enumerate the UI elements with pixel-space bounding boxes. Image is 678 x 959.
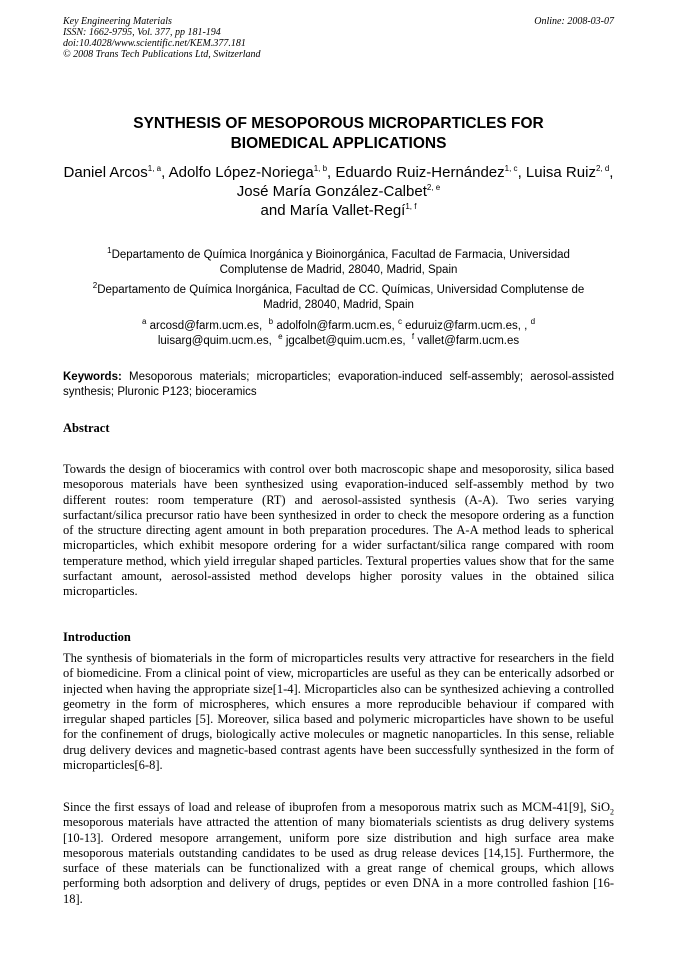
- journal-copyright: © 2008 Trans Tech Publications Ltd, Switzerland: [63, 49, 261, 60]
- email-link[interactable]: vallet@farm.ucm.es: [417, 335, 520, 347]
- author-name: Luisa Ruiz: [525, 164, 596, 181]
- journal-doi: doi:10.4028/www.scientific.net/KEM.377.181: [63, 38, 246, 49]
- title-line-2: BIOMEDICAL APPLICATIONS: [230, 135, 447, 152]
- author-separator: ,: [327, 164, 336, 181]
- email-link[interactable]: luisarg@quim.ucm.es,: [157, 335, 272, 347]
- author-affiliation-mark: 1, f: [405, 202, 417, 211]
- abstract-text: Towards the design of bioceramics with control over both macroscopic shape and mesoporosity, silica based mesoporous materials have been synthesized using evaporation-induced self-assembly method by two different routes: room temperature (RT) and aerosol-assisted synthesis (A-A). Two series varying surfactant/silica precursor ratio have been synthesized in order to check the mesopore ordering as a function of the structure directing agent amount in both preparation procedures. The A-A method leads to spherical microparticles, which exhibit mesopore ordering for a wider surfactant/silica range compared with room temperature method, which yield irregular shaped particles. Textural properties values show that for the same surfactant amount, aerosol-assisted method develops higher porosity values in the obtained silica microparticles.: [63, 462, 614, 599]
- email-list: $^a$ arcosd@farm.ucm.es, $^b$ adolfoln@farm.ucm.es, $^c$ eduruiz@farm.ucm.es, , $^d$ luisarg@quim.ucm.es, $^e$ jgcalbet@quim.ucm.es, $^f$ vallet@farm.ucm.es: [141, 317, 536, 347]
- author-separator: ,: [161, 164, 169, 181]
- author-list: [63, 163, 614, 220]
- keywords: [63, 370, 614, 400]
- journal-issn: ISSN: 1662-9795, Vol. 377, pp 181-194: [63, 27, 221, 38]
- affiliation-mark: 2: [92, 281, 98, 291]
- author-name: Adolfo López-Noriega: [168, 164, 314, 181]
- author-name: Eduardo Ruiz-Hernández: [335, 164, 505, 181]
- keywords-text: Mesoporous materials; microparticles; evaporation-induced self-assembly; aerosol-assisted synthesis; Pluronic P123; bioceramics: [63, 371, 614, 398]
- email-link[interactable]: arcosd@farm.ucm.es,: [149, 320, 263, 332]
- affiliation-line-1: Departamento de Química Inorgánica y Bioinorgánica, Facultad de Farmacia, Universidad: [111, 249, 570, 261]
- affiliation-line-2: Madrid, 28040, Madrid, Spain: [263, 299, 414, 311]
- email-link[interactable]: jgcalbet@quim.ucm.es,: [285, 335, 406, 347]
- paragraph-text: Since the first essays of load and release of ibuprofen from a mesoporous matrix such as MCM-41[9], SiO: [63, 800, 610, 814]
- author-affiliation-mark: 1, a: [147, 164, 162, 173]
- author-affiliation-mark: 1, b: [313, 164, 328, 173]
- affiliation-1: [63, 248, 614, 278]
- author-affiliation-mark: 1, c: [504, 164, 518, 173]
- online-date: Online: 2008-03-07: [534, 16, 614, 27]
- author-separator: ,: [609, 164, 614, 181]
- author-separator: and: [260, 202, 290, 219]
- paper-title: [63, 114, 614, 154]
- author-name: José María González-Calbet: [236, 183, 427, 200]
- affiliation-line-1: Departamento de Química Inorgánica, Facultad de CC. Químicas, Universidad Complutense de: [97, 284, 585, 296]
- affiliation-2: [63, 283, 614, 313]
- journal-name: Key Engineering Materials: [63, 16, 172, 27]
- title-line-1: SYNTHESIS OF MESOPOROUS MICROPARTICLES FOR: [133, 115, 544, 132]
- author-affiliation-mark: 2, e: [426, 183, 441, 192]
- author-name: Daniel Arcos: [63, 164, 148, 181]
- affiliation-mark: 1: [107, 246, 112, 256]
- keywords-label: Keywords:: [63, 371, 122, 383]
- introduction-paragraph-1: The synthesis of biomaterials in the form of microparticles results very attractive for researchers in the field of biomedicine. From a clinical point of view, microparticles are useful as they can be enterically adsorbed or injected when having the appropriate size[1-4]. Microparticles also can be synthesized achieving a controlled geometry in the form of microspheres, which ensures a more reproducible behaviour if compared with irregular shaped particles [5]. Moreover, silica based and polymeric microparticles have shown to be useful for the confinement of drugs, biologically active molecules or magnetic nanoparticles. In this sense, reliable drug delivery devices and magnetic-based contrast agents have been successfully synthesized in the form of microparticles[6-8].: [63, 651, 614, 773]
- paragraph-text: mesoporous materials have attracted the attention of many biomaterials scientists as drug delivery systems [10-13]. Ordered mesopore arrangement, uniform pore size distribution and high surface area make mesoporous materials outstanding candidates to be used as drug release devices [14,15]. Furthermore, the surface of these materials can be functionalized with a great range of chemical groups, which allows performing both adsorption and delivery of drugs, peptides or even DNA in a more controlled fashion [16-18].: [63, 815, 614, 906]
- email-link[interactable]: adolfoln@farm.ucm.es,: [276, 320, 395, 332]
- abstract-heading: Abstract: [63, 421, 110, 435]
- author-name: María Vallet-Regí: [289, 202, 406, 219]
- subscript: 2: [610, 807, 614, 817]
- author-separator: ,: [517, 164, 526, 181]
- introduction-paragraph-2: [63, 800, 614, 907]
- author-affiliation-mark: 2, d: [595, 164, 610, 173]
- introduction-heading: Introduction: [63, 630, 131, 644]
- affiliation-line-2: Complutense de Madrid, 28040, Madrid, Spain: [219, 264, 458, 276]
- email-link[interactable]: eduruiz@farm.ucm.es, ,: [405, 320, 528, 332]
- journal-header: [63, 16, 261, 60]
